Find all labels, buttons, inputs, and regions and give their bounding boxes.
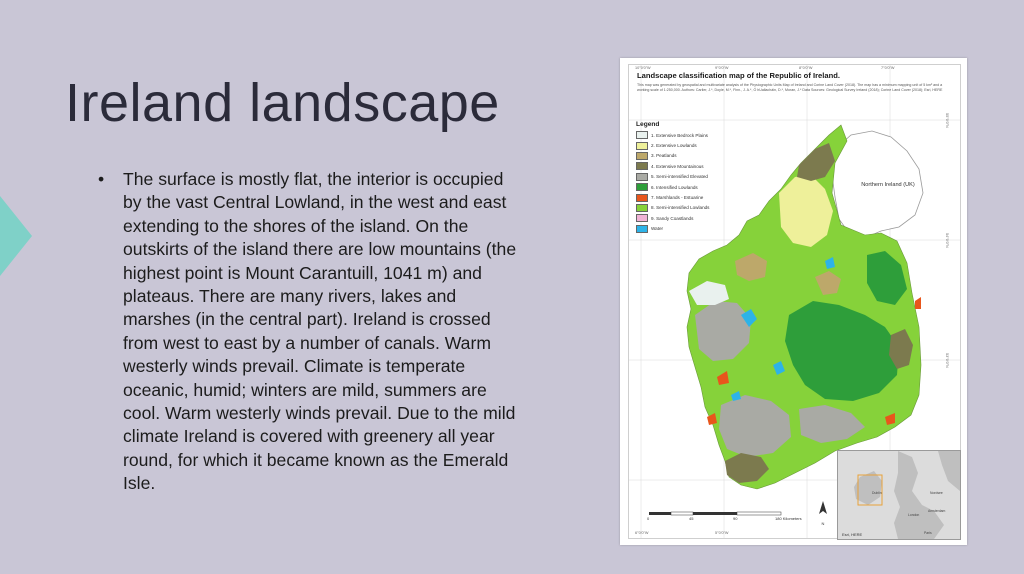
coord-label: 55°0'0"N xyxy=(945,113,949,128)
slide-title: Ireland landscape xyxy=(65,73,500,133)
legend-item xyxy=(636,203,731,213)
scale-tick-0: 0 xyxy=(647,516,650,521)
legend-title: Legend xyxy=(636,121,660,128)
legend-swatch xyxy=(636,162,648,170)
coord-label: 5°0'0"W xyxy=(715,531,729,535)
coord-label: 8°0'0"W xyxy=(799,66,813,70)
coord-label: 53°0'0"N xyxy=(945,353,949,368)
northern-ireland-label: Northern Ireland (UK) xyxy=(861,182,915,188)
map-frame xyxy=(628,64,961,539)
bullet-item: • The surface is mostly flat, the interior is occupied by the vast Central Lowland, in the west and east extending to the shores of the island. On the outskirts of the island there are low mountains (the highest point is Mount Carantuill, 1041 m) and plateaus. There are many rivers, lakes and marshes (in the central part). Ireland is crossed from west to east by a number of canals. Warm westerly winds prevail. Climate is temperate oceanic, humid; winters are mild, summers are cool. Warm westerly winds prevail. Due to the mild climate Ireland is covered with greenery all year round, for which it became known as the Emerald Isle. xyxy=(98,168,518,496)
coord-label: 6°0'0"W xyxy=(635,531,649,535)
bullet-list xyxy=(98,168,518,496)
legend-swatch xyxy=(636,194,648,202)
legend-swatch xyxy=(636,173,648,181)
legend-item xyxy=(636,213,731,223)
legend-swatch xyxy=(636,152,648,160)
inset-place-london: London xyxy=(908,513,920,517)
legend-label: 4. Extensive Mountainous xyxy=(651,163,704,169)
inset-place-paris: Paris xyxy=(924,531,932,535)
legend-swatch xyxy=(636,204,648,212)
legend-item xyxy=(636,130,731,140)
inset-canvas xyxy=(838,451,960,539)
legend-swatch xyxy=(636,214,648,222)
map-description: This map was generated by geospatial and multivariate analysis of the Physiographic Units Map of Ireland and Corine Land Cover (2018). The map has a minimum mapping unit of 5 km² and a working scale of 1:250,000. Authors: Carlier, J.*, Doyle, M.*, Finn., J. A.*, Ó hUallacháin, D.*, Moran, J.* Data Sources: Geological Survey Ireland (2018); Corine Land Cover (2018); Esri, HERE xyxy=(637,83,943,92)
legend-item xyxy=(636,192,731,202)
coord-label: 7°0'0"W xyxy=(881,66,895,70)
scale-tick-90: 90 xyxy=(733,516,738,521)
inset-place-nordsee: Nordsee xyxy=(930,491,943,495)
landscape-map-image xyxy=(620,58,967,545)
legend-label: 3. Peatlands xyxy=(651,153,677,159)
legend-label: 8. Semi-intensified Lowlands xyxy=(651,205,710,211)
coord-label: 10°0'0"W xyxy=(635,66,651,70)
inset-credit: Esri, HERE xyxy=(842,532,863,537)
north-arrow-icon xyxy=(818,500,828,526)
coord-label: 9°0'0"W xyxy=(715,66,729,70)
legend-swatch xyxy=(636,131,648,139)
legend-label: 2. Extensive Lowlands xyxy=(651,143,697,149)
slide-accent-arrow xyxy=(0,196,32,276)
legend-item xyxy=(636,140,731,150)
legend-item xyxy=(636,182,731,192)
map-title: Landscape classification map of the Republic of Ireland. xyxy=(637,71,840,80)
legend-label: 7. Marshlands - Estuarine xyxy=(651,195,704,201)
scalebar xyxy=(649,512,781,515)
legend-swatch xyxy=(636,142,648,150)
legend-item xyxy=(636,224,731,234)
coord-label: 54°0'0"N xyxy=(945,233,949,248)
legend-label: 1. Extensive Bedrock Plains xyxy=(651,132,708,138)
legend-label: 9. Sandy Coastlands xyxy=(651,215,694,221)
legend-item xyxy=(636,172,731,182)
inset-place-dublin: Dublin xyxy=(872,491,882,495)
scale-tick-45: 45 xyxy=(689,516,694,521)
legend-item xyxy=(636,161,731,171)
north-label: N xyxy=(821,521,825,526)
scale-tick-180: 180 Kilometers xyxy=(775,516,802,521)
legend-label: 6. Intensified Lowlands xyxy=(651,184,698,190)
legend-swatch xyxy=(636,183,648,191)
legend-item xyxy=(636,151,731,161)
legend-label: 5. Semi-intensified Elevated xyxy=(651,174,708,180)
locator-inset-map xyxy=(837,450,961,540)
legend-swatch xyxy=(636,225,648,233)
map-legend xyxy=(636,121,731,234)
inset-place-amsterdam: Amsterdam xyxy=(928,509,946,513)
legend-label: Water xyxy=(651,226,664,232)
